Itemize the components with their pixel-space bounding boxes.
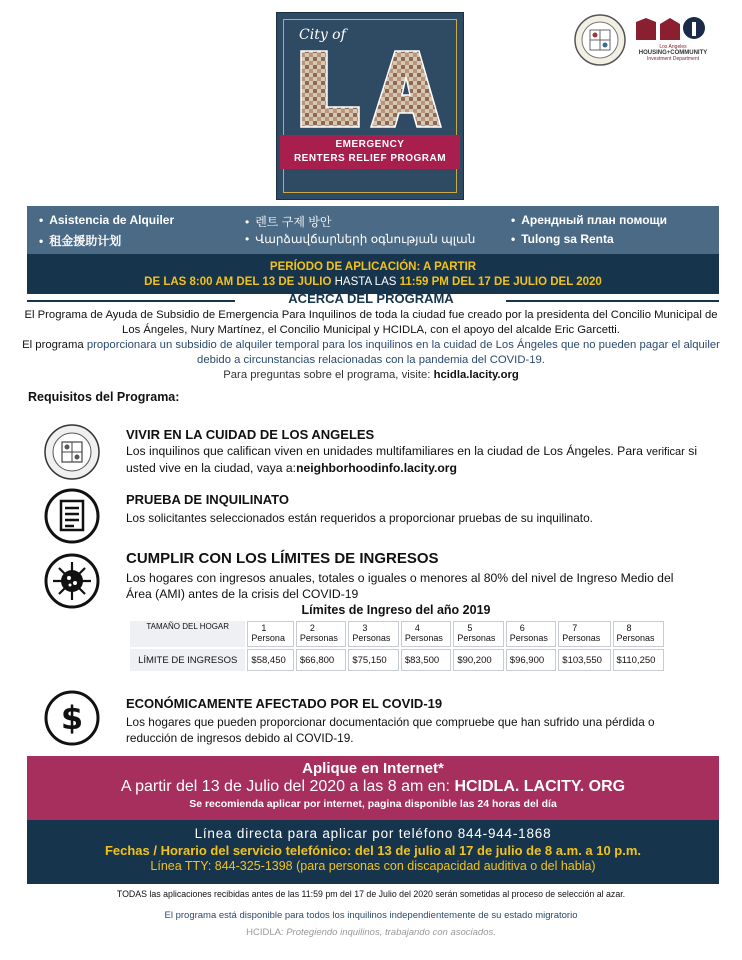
phone-hotline[interactable]: Línea directa para aplicar por teléfono 844-944-1868 (194, 826, 552, 841)
apply-date: A partir del 13 de Julio del 2020 a las 8 am en: (120, 778, 450, 795)
size-label: Persona (251, 633, 285, 643)
income-limit-header: LÍMITE DE INGRESOS (130, 649, 245, 671)
size-n: 7 (572, 623, 578, 633)
size-n: 8 (626, 623, 632, 633)
period-start: DE LAS 8:00 AM DEL 13 DE JULIO (144, 276, 332, 288)
city-seal-icon (44, 424, 100, 480)
household-size-row (130, 621, 664, 647)
lang-item-korean: • 렌트 구제 방안 (245, 213, 331, 230)
about-paragraph-1: El Programa de Ayuda de Subsidio de Emergencia Para Inquilinos de toda la ciudad fue creado por la presidenta del Concilio Municipal de Los Ángeles, Nury Martínez, el Concilio Municipal y HCIDLA, con el apoyo del alcalde Eric Garcetti. (24, 309, 718, 336)
size-label: Personas (616, 633, 655, 643)
dollar-icon (44, 690, 100, 746)
req-1-body-b: verificar (646, 446, 685, 458)
apply-recommendation: Se recomienda aplicar por internet, pagina disponible las 24 horas del día (189, 798, 557, 810)
size-label: Personas (404, 633, 443, 643)
phone-hours: Fechas / Horario del servicio telefónico: del 13 de julio al 17 de julio de 8 a.m. a 10 p.m. (104, 843, 642, 858)
phone-tty[interactable]: Línea TTY: 844-325-1398 (para personas con discapacidad auditiva o del habla) (150, 859, 596, 873)
size-label: Personas (509, 633, 548, 643)
size-n: 2 (309, 623, 315, 633)
limit-cell: $83,500 (401, 649, 451, 671)
req-1-title: VIVIR EN LA CUIDAD DE LOS ANGELES (126, 427, 375, 442)
limit-cell: $110,250 (613, 649, 665, 671)
footer-tagline (0, 927, 742, 938)
hcid-logo-text (628, 44, 718, 62)
footer-random-selection: TODAS las aplicaciones recibidas antes de las 11:59 pm del 17 de Julio del 2020 serán sometidas al proceso de selección al azar. (116, 889, 626, 899)
lang-item-spanish: • Asistencia de Alquiler (39, 213, 174, 227)
phone-band (27, 820, 719, 884)
city-seal-icon (574, 14, 626, 66)
requirements-title: Requisitos del Programa: (28, 390, 180, 404)
lang-item-armenian: • Վարձավճարների օգնության պլան (245, 232, 475, 246)
income-limit-row (130, 649, 664, 671)
about-title: ACERCA DEL PROGRAMA (288, 291, 454, 306)
household-size-header: TAMAÑO DEL HOGAR (130, 621, 245, 647)
neighborhood-info-link[interactable]: neighborhoodinfo.lacity.org (296, 461, 457, 475)
income-limits-table (128, 619, 666, 673)
footer-tagline-b: Protegiendo inquilinos, trabajando con asociados. (286, 927, 496, 938)
req-4-title: ECONÓMICAMENTE AFECTADO POR EL COVID-19 (126, 696, 443, 711)
about-paragraph-2b: proporcionara un subsidio de alquiler temporal para los inquilinos en la cuidad de Los Ángeles que no pueden pagar el alquiler debido a circunstancias relacionadas con la pandemia del COVID-19. (86, 339, 720, 366)
req-1-body-c: si usted vive en la ciudad, vaya a: (126, 444, 698, 475)
limit-cell: $90,200 (453, 649, 503, 671)
logo-banner (280, 135, 460, 169)
limit-cell: $103,550 (558, 649, 610, 671)
size-label: Personas (352, 633, 391, 643)
size-n: 1 (261, 623, 267, 633)
req-2-title: PRUEBA DE INQUILINATO (126, 492, 289, 507)
footer-tagline-a: HCIDLA: (246, 927, 284, 938)
svg-text:$: $ (60, 699, 84, 737)
period-line1: PERÍODO DE APLICACIÓN: A PARTIR (269, 261, 477, 273)
about-divider-left (27, 300, 235, 302)
lang-item-tagalog: • Tulong sa Renta (511, 232, 614, 246)
size-cell (247, 621, 293, 647)
size-cell (453, 621, 503, 647)
logo-city-of: City of (299, 27, 346, 43)
hcid-line1: Los Angeles (659, 44, 687, 50)
req-3-body: Los hogares con ingresos anuales, totales o iguales o menores al 80% del nivel de Ingreso Medio del Área (AMI) antes de la crisis del COVID-19 (126, 571, 674, 601)
limit-cell: $58,450 (247, 649, 293, 671)
apply-title: Aplique en Internet* (302, 760, 444, 777)
hcid-line3: Investment Department (647, 56, 699, 62)
program-logo (276, 12, 464, 200)
about-text (16, 308, 726, 383)
size-label: Personas (562, 633, 601, 643)
about-website[interactable]: hcidla.lacity.org (433, 369, 519, 381)
size-n: 3 (362, 623, 368, 633)
size-n: 5 (467, 623, 473, 633)
size-label: Personas (299, 633, 338, 643)
size-cell (613, 621, 665, 647)
virus-icon (44, 553, 100, 609)
req-3-title: CUMPLIR CON LOS LÍMITES DE INGRESOS (126, 550, 439, 567)
about-paragraph-3a: Para preguntas sobre el programa, visite: (223, 369, 431, 381)
size-n: 4 (414, 623, 420, 633)
about-paragraph-2a: El programa (22, 339, 84, 351)
logo-banner-line2: RENTERS RELIEF PROGRAM (293, 153, 447, 164)
income-limits-title: Límites de Ingreso del año 2019 (301, 603, 491, 617)
period-end: 11:59 PM DEL 17 DE JULIO DEL 2020 (399, 276, 602, 288)
period-until: HASTA LAS (334, 276, 397, 288)
req-4-body: Los hogares que pueden proporcionar documentación que compruebe que han sufrido una pérdida o reducción de ingresos debido al COVID-19. (126, 715, 655, 745)
about-divider-right (506, 300, 719, 302)
logo-banner-line1: EMERGENCY (335, 139, 405, 150)
limit-cell: $75,150 (348, 649, 398, 671)
req-1-body (126, 443, 706, 476)
size-cell (348, 621, 398, 647)
req-2-body: Los solicitantes seleccionados están requeridos a proporcionar pruebas de su inquilinato. (126, 511, 593, 525)
size-cell (296, 621, 346, 647)
logo-la-letters (297, 49, 443, 129)
footer-immigration-note: El programa está disponible para todos los inquilinos independientemente de su estado migratorio (164, 910, 578, 921)
size-n: 6 (519, 623, 525, 633)
size-cell (558, 621, 610, 647)
size-cell (506, 621, 556, 647)
application-period-band (27, 254, 719, 294)
lang-item-chinese: • 租金援助计划 (39, 232, 121, 249)
apply-online-band (27, 756, 719, 820)
lang-item-russian: • Арендный план помощи (511, 213, 667, 227)
hcid-line2: HOUSING+COMMUNITY (638, 50, 708, 56)
req-1-body-a: Los inquilinos que califican viven en unidades multifamiliares en la ciudad de Los Ángeles. Para (126, 444, 643, 458)
document-icon (44, 488, 100, 544)
size-label: Personas (457, 633, 496, 643)
limit-cell: $66,800 (296, 649, 346, 671)
size-cell (401, 621, 451, 647)
language-band (27, 206, 719, 254)
limit-cell: $96,900 (506, 649, 556, 671)
apply-website-link[interactable]: HCIDLA. LACITY. ORG (454, 778, 626, 795)
